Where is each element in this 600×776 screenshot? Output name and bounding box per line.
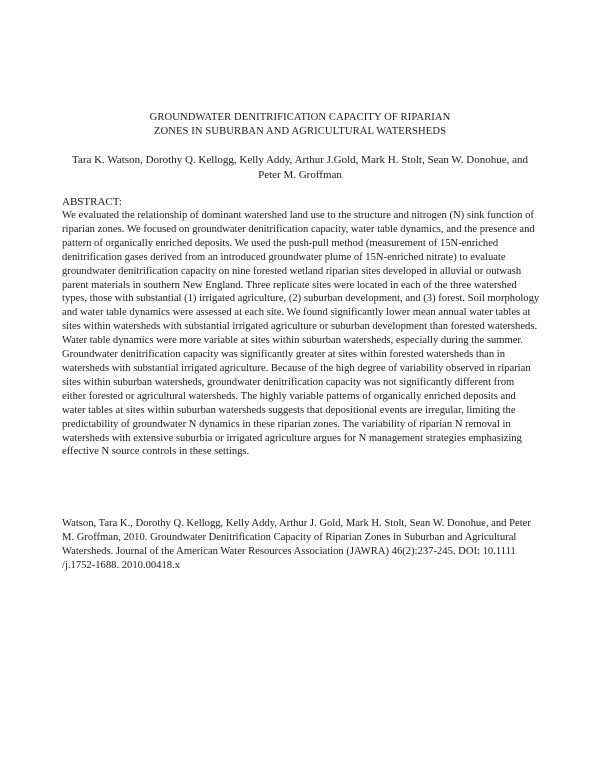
abstract-text: We evaluated the relationship of dominant watershed land use to the structure and nitrogen (N) sink function of riparian zones. We focused on groundwater denitrification capacity, water table dynamics, and the presence and pattern of organically enriched deposits. We used the push-pull method (measurement of 15N-enriched denitrification gases derived from an introduced groundwater plume of 15N-enriched nitrate) to evaluate groundwater denitrification capacity on nine forested wetland riparian sites developed in alluvial or outwash parent materials in southern New England. Three replicate sites were located in each of the three watershed types, those with substantial (1) irrigated agriculture, (2) suburban development, and (3) forest. Soil morphology and water table dynamics were assessed at each site. We found significantly lower mean annual water tables at sites within watersheds with substantial irrigated agriculture or suburban development than forested watersheds. Water table dynamics were more variable at sites within suburban watersheds, especially during the summer. Groundwater denitrification capacity was significantly greater at sites within forested watersheds than in watersheds with substantial irrigated agriculture. Because of the high degree of variability observed in riparian sites within suburban watersheds, groundwater denitrification capacity was not significantly different from either forested or agricultural watersheds. The highly variable patterns of organically enriched deposits and water tables at sites within suburban watersheds suggests that depositional events are irregular, limiting the predictability of groundwater N dynamics in these riparian zones. The variability of riparian N removal in watersheds with extensive suburbia or irrigated agriculture argues for N management strategies emphasizing effective N source controls in these settings. — [62, 210, 540, 458]
paper-title — [60, 111, 540, 138]
citation-text: Watson, Tara K., Dorothy Q. Kellogg, Kelly Addy, Arthur J. Gold, Mark H. Stolt, Sean W. Donohue, and Peter M. Groffman, 2010. Groundwater Denitrification Capacity of Riparian Zones in Suburban and Agricultural Watersheds. Journal of the American Water Resources Association (JAWRA) 46(2):237-245. DOI: 10.1111 /j.1752-1688. 2010.00418.x — [62, 518, 531, 571]
paper-title-line-2: ZONES IN SUBURBAN AND AGRICULTURAL WATERSHEDS — [153, 125, 447, 137]
abstract-heading: ABSTRACT: — [62, 196, 122, 208]
author-list: Tara K. Watson, Dorothy Q. Kellogg, Kelly Addy, Arthur J.Gold, Mark H. Stolt, Sean W. Donohue, and Peter M. Groffman — [71, 154, 529, 181]
paper-title-line-1: GROUNDWATER DENITRIFICATION CAPACITY OF RIPARIAN — [149, 112, 451, 123]
